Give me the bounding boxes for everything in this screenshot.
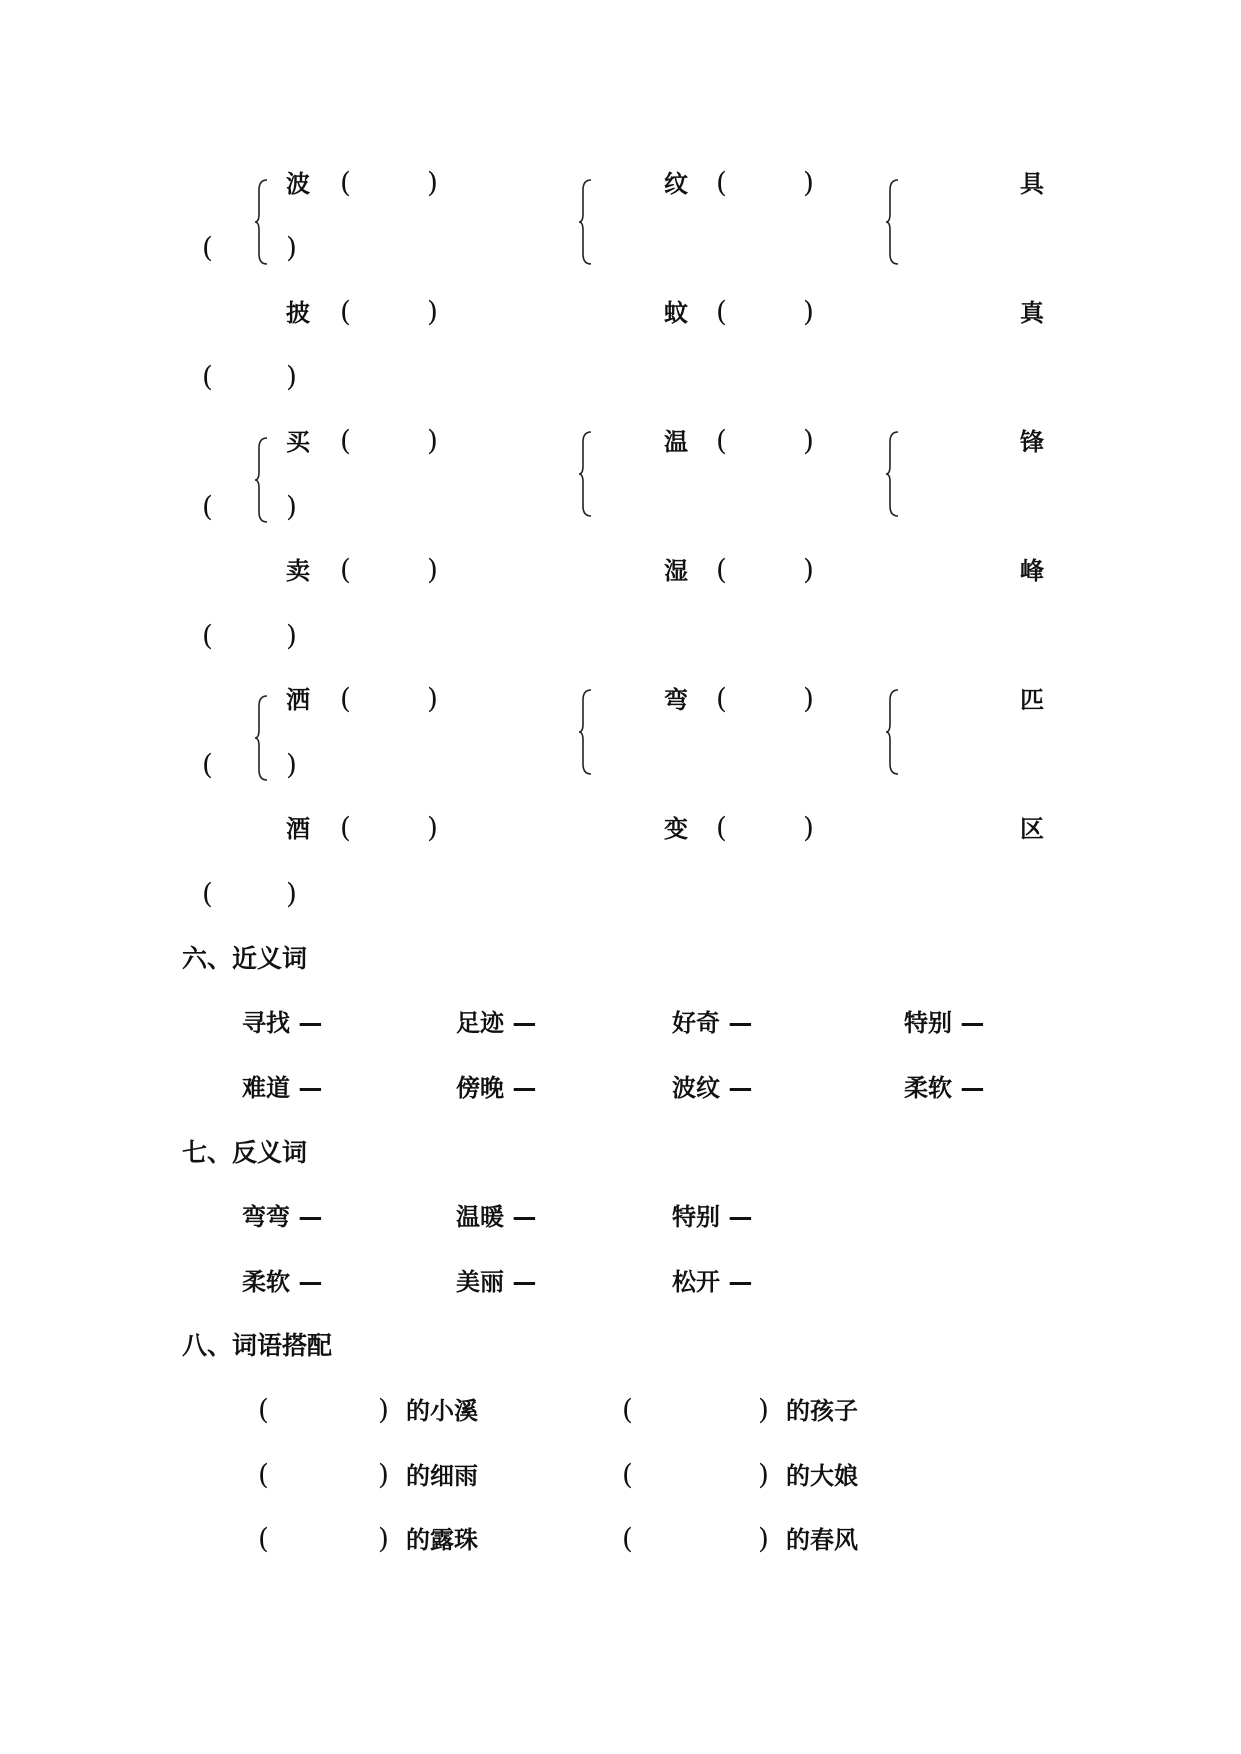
phrase-item: 的春风 <box>786 1526 858 1554</box>
paren-close: ) <box>803 682 814 715</box>
word-item: 弯弯 — <box>242 1203 323 1231</box>
paren-close: ) <box>758 1522 769 1555</box>
paren-open: ( <box>716 682 727 715</box>
paren-open: ( <box>622 1522 633 1555</box>
paren-close: ) <box>286 360 297 393</box>
paren-open: ( <box>716 295 727 328</box>
paren-close: ) <box>427 166 438 199</box>
char-a: 卖 <box>286 557 310 585</box>
brace-icon <box>885 688 899 776</box>
paren-open: ( <box>258 1393 269 1426</box>
paren-open: ( <box>622 1458 633 1491</box>
char-a: 买 <box>286 428 310 456</box>
word-item: 柔软 — <box>904 1074 985 1102</box>
paren-open: ( <box>258 1458 269 1491</box>
paren-close: ) <box>803 295 814 328</box>
paren-open: ( <box>340 811 351 844</box>
paren-close: ) <box>758 1458 769 1491</box>
brace-icon <box>578 178 592 266</box>
paren-close: ) <box>803 166 814 199</box>
word-item: 足迹 — <box>456 1009 537 1037</box>
char-a: 波 <box>286 170 310 198</box>
char-a: 洒 <box>286 686 310 714</box>
phrase-item: 的孩子 <box>786 1397 858 1425</box>
paren-open: ( <box>622 1393 633 1426</box>
char-b: 湿 <box>664 557 688 585</box>
phrase-item: 的小溪 <box>406 1397 478 1425</box>
char-c: 区 <box>1020 815 1044 843</box>
paren-open: ( <box>716 553 727 586</box>
brace-icon <box>885 178 899 266</box>
char-b: 纹 <box>664 170 688 198</box>
paren-close: ) <box>803 811 814 844</box>
paren-close: ) <box>427 682 438 715</box>
word-item: 好奇 — <box>672 1009 753 1037</box>
paren-open: ( <box>340 682 351 715</box>
brace-icon <box>254 694 268 782</box>
paren-open: ( <box>716 424 727 457</box>
paren-close: ) <box>803 553 814 586</box>
paren-close: ) <box>378 1393 389 1426</box>
paren-close: ) <box>427 424 438 457</box>
paren-open: ( <box>340 295 351 328</box>
paren-close: ) <box>286 748 297 781</box>
paren-open: ( <box>716 811 727 844</box>
word-item: 傍晚 — <box>456 1074 537 1102</box>
paren-close: ) <box>286 231 297 264</box>
char-a: 披 <box>286 299 310 327</box>
word-item: 柔软 — <box>242 1268 323 1296</box>
paren-close: ) <box>286 490 297 523</box>
word-item: 美丽 — <box>456 1268 537 1296</box>
char-c: 匹 <box>1020 686 1044 714</box>
char-b: 温 <box>664 428 688 456</box>
word-item: 难道 — <box>242 1074 323 1102</box>
char-c: 峰 <box>1020 557 1044 585</box>
paren-close: ) <box>758 1393 769 1426</box>
paren-open: ( <box>202 748 213 781</box>
char-a: 酒 <box>286 815 310 843</box>
paren-close: ) <box>378 1458 389 1491</box>
paren-close: ) <box>286 877 297 910</box>
word-item: 特别 — <box>672 1203 753 1231</box>
paren-open: ( <box>202 490 213 523</box>
paren-open: ( <box>340 553 351 586</box>
paren-close: ) <box>427 811 438 844</box>
paren-close: ) <box>427 553 438 586</box>
paren-open: ( <box>202 360 213 393</box>
section-heading: 七、反义词 <box>182 1138 308 1167</box>
brace-icon <box>578 430 592 518</box>
phrase-item: 的细雨 <box>406 1462 478 1490</box>
paren-open: ( <box>340 424 351 457</box>
paren-open: ( <box>202 877 213 910</box>
word-item: 温暖 — <box>456 1203 537 1231</box>
brace-icon <box>885 430 899 518</box>
char-b: 蚊 <box>664 299 688 327</box>
brace-icon <box>254 178 268 266</box>
char-b: 弯 <box>664 686 688 714</box>
section-heading: 六、近义词 <box>182 944 308 973</box>
paren-close: ) <box>378 1522 389 1555</box>
char-c: 具 <box>1020 170 1044 198</box>
word-item: 寻找 — <box>242 1009 323 1037</box>
paren-open: ( <box>258 1522 269 1555</box>
word-item: 波纹 — <box>672 1074 753 1102</box>
paren-close: ) <box>803 424 814 457</box>
section-heading: 八、词语搭配 <box>182 1331 333 1360</box>
word-item: 松开 — <box>672 1268 753 1296</box>
word-item: 特别 — <box>904 1009 985 1037</box>
char-c: 真 <box>1020 299 1044 327</box>
paren-open: ( <box>716 166 727 199</box>
brace-icon <box>578 688 592 776</box>
paren-open: ( <box>202 231 213 264</box>
paren-open: ( <box>340 166 351 199</box>
paren-close: ) <box>427 295 438 328</box>
paren-open: ( <box>202 619 213 652</box>
brace-icon <box>254 436 268 524</box>
phrase-item: 的露珠 <box>406 1526 478 1554</box>
phrase-item: 的大娘 <box>786 1462 858 1490</box>
paren-close: ) <box>286 619 297 652</box>
char-c: 锋 <box>1020 428 1044 456</box>
char-b: 变 <box>664 815 688 843</box>
